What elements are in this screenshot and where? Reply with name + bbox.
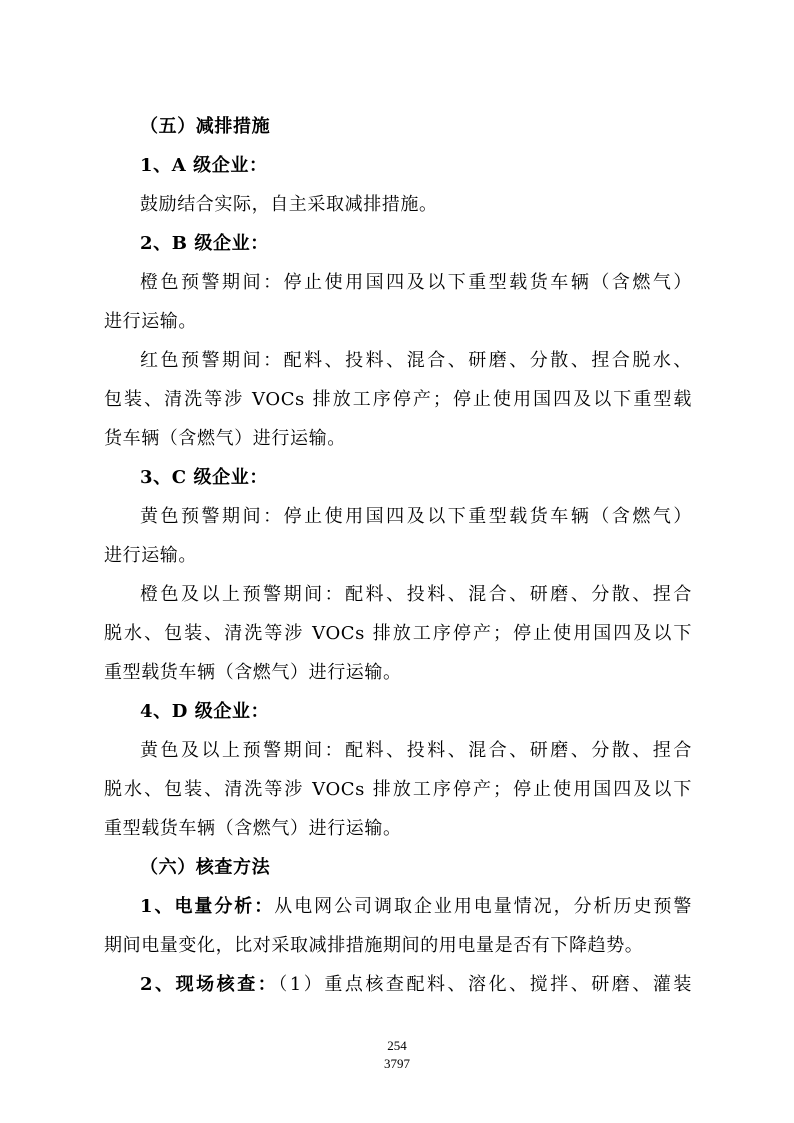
grade-b-red-line-2: 包装、清洗等涉 VOCs 排放工序停产；停止使用国四及以下重型载 <box>104 389 692 410</box>
grade-c-title: 3、C 级企业： <box>140 467 268 488</box>
method-electricity-line-2: 期间电量变化，比对采取减排措施期间的用电量是否有下降趋势。 <box>104 935 644 956</box>
grade-b-orange-line-1: 橙色预警期间：停止使用国四及以下重型载货车辆（含燃气） <box>140 272 692 293</box>
method-onsite-line-1 <box>140 965 692 1004</box>
grade-c-orange-line-3: 重型载货车辆（含燃气）进行运输。 <box>104 662 402 683</box>
method-onsite-text-1: （1）重点核查配料、溶化、搅拌、研磨、灌装 <box>278 974 692 995</box>
grade-a-text: 鼓励结合实际，自主采取减排措施。 <box>140 194 438 215</box>
grade-c-yellow-line-1: 黄色预警期间：停止使用国四及以下重型载货车辆（含燃气） <box>140 506 692 527</box>
grade-c-orange-line-2: 脱水、包装、清洗等涉 VOCs 排放工序停产；停止使用国四及以下 <box>104 623 692 644</box>
section-five-title: （五）减排措施 <box>140 116 271 137</box>
method-onsite-lead: 2、现场核查： <box>140 974 279 995</box>
method-electricity-line-1 <box>140 887 692 926</box>
grade-b-orange-line-2: 进行运输。 <box>104 311 197 332</box>
method-electricity-lead: 1、电量分析： <box>140 896 275 917</box>
grade-d-yellow-line-1: 黄色及以上预警期间：配料、投料、混合、研磨、分散、捏合 <box>140 740 692 761</box>
page-number: 254 <box>387 1038 407 1053</box>
grade-a-title: 1、A 级企业： <box>140 155 268 176</box>
grade-b-red-line-3: 货车辆（含燃气）进行运输。 <box>104 428 346 449</box>
grade-d-yellow-line-2: 脱水、包装、清洗等涉 VOCs 排放工序停产；停止使用国四及以下 <box>104 779 692 800</box>
total-page-number: 3797 <box>384 1056 410 1071</box>
grade-d-yellow-line-3: 重型载货车辆（含燃气）进行运输。 <box>104 818 402 839</box>
grade-c-yellow-line-2: 进行运输。 <box>104 545 197 566</box>
grade-b-red-line-1: 红色预警期间：配料、投料、混合、研磨、分散、捏合脱水、 <box>140 350 692 371</box>
grade-b-title: 2、B 级企业： <box>140 233 269 254</box>
grade-d-title: 4、D 级企业： <box>140 701 270 722</box>
section-six-title: （六）核查方法 <box>140 857 271 878</box>
grade-c-orange-line-1: 橙色及以上预警期间：配料、投料、混合、研磨、分散、捏合 <box>140 584 692 605</box>
method-electricity-text-1: 从电网公司调取企业用电量情况，分析历史预警 <box>274 896 692 917</box>
